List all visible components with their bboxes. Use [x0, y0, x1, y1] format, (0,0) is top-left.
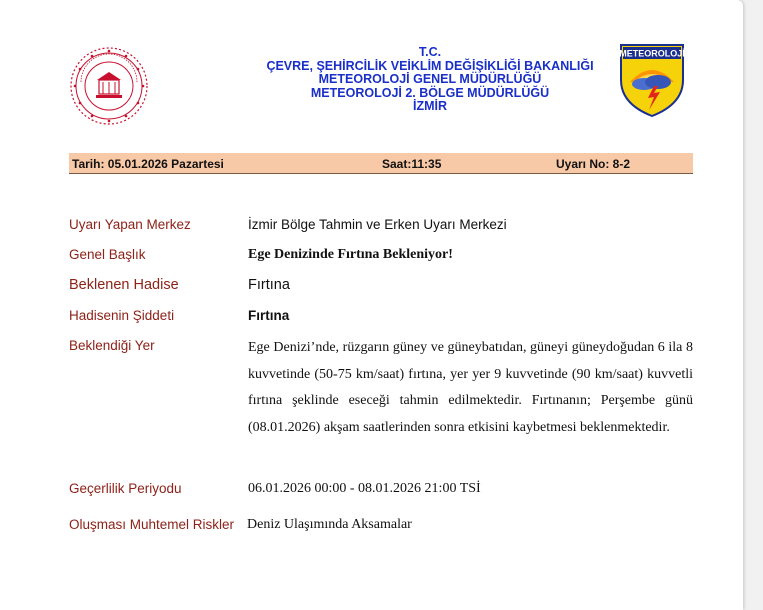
document-header: [0, 0, 743, 140]
warning-number: Uyarı No: 8-2: [556, 157, 631, 171]
ministry-seal-icon: [69, 44, 149, 128]
title-line-ministry: ÇEVRE, ŞEHİRCİLİK VEİKLİM DEĞİŞİKLİĞİ BAKANLIĞI: [266, 58, 594, 73]
title-line-city: İZMİR: [412, 99, 448, 113]
info-bar: [69, 153, 693, 174]
field-value: Ege Denizi’nde, rüzgarın güney ve güneybatıdan, güneyi güneydoğudan 6 ila 8 kuvvetinde (50-75 km/saat) fırtına, yer yer 9 kuvvetinde (90 km/saat) kuvvetli fırtına şeklinde eseceği tahmin edilmektedir. Fırtınanın; Perşembe günü (08.01.2026) akşam saatlerinden sonra etkisini kaybetmesi beklenmektedir.: [248, 340, 693, 435]
field-label: Uyarı Yapan Merkez: [69, 217, 191, 232]
logo-text: METEOROLOJİ: [619, 48, 685, 59]
field-value: 06.01.2026 00:00 - 08.01.2026 21:00 TSİ: [248, 481, 481, 496]
field-value: Fırtına: [248, 308, 290, 323]
field-value: Fırtına: [248, 277, 290, 293]
issue-time: Saat:11:35: [382, 157, 442, 171]
title-line-tc: T.C.: [418, 45, 442, 59]
ministry-title-block: [200, 46, 660, 114]
field-label: Geçerlilik Periyodu: [69, 481, 182, 496]
field-value: Ege Denizinde Fırtına Bekleniyor!: [248, 247, 453, 262]
issue-date: Tarih: 05.01.2026 Pazartesi: [72, 157, 224, 171]
field-label: Oluşması Muhtemel Riskler: [69, 517, 235, 532]
title-line-regional-directorate: METEOROLOJİ 2. BÖLGE MÜDÜRLÜĞÜ: [310, 85, 550, 100]
field-label: Beklendiği Yer: [69, 338, 155, 353]
title-line-general-directorate: METEOROLOJİ GENEL MÜDÜRLÜĞÜ: [318, 72, 542, 86]
field-label: Beklenen Hadise: [69, 277, 179, 293]
meteoroloji-logo: [618, 42, 686, 118]
field-value: İzmir Bölge Tahmin ve Erken Uyarı Merkezi: [248, 217, 507, 232]
field-label: Genel Başlık: [69, 247, 146, 262]
field-value: Deniz Ulaşımında Aksamalar: [247, 517, 412, 532]
field-label: Hadisenin Şiddeti: [69, 308, 175, 323]
